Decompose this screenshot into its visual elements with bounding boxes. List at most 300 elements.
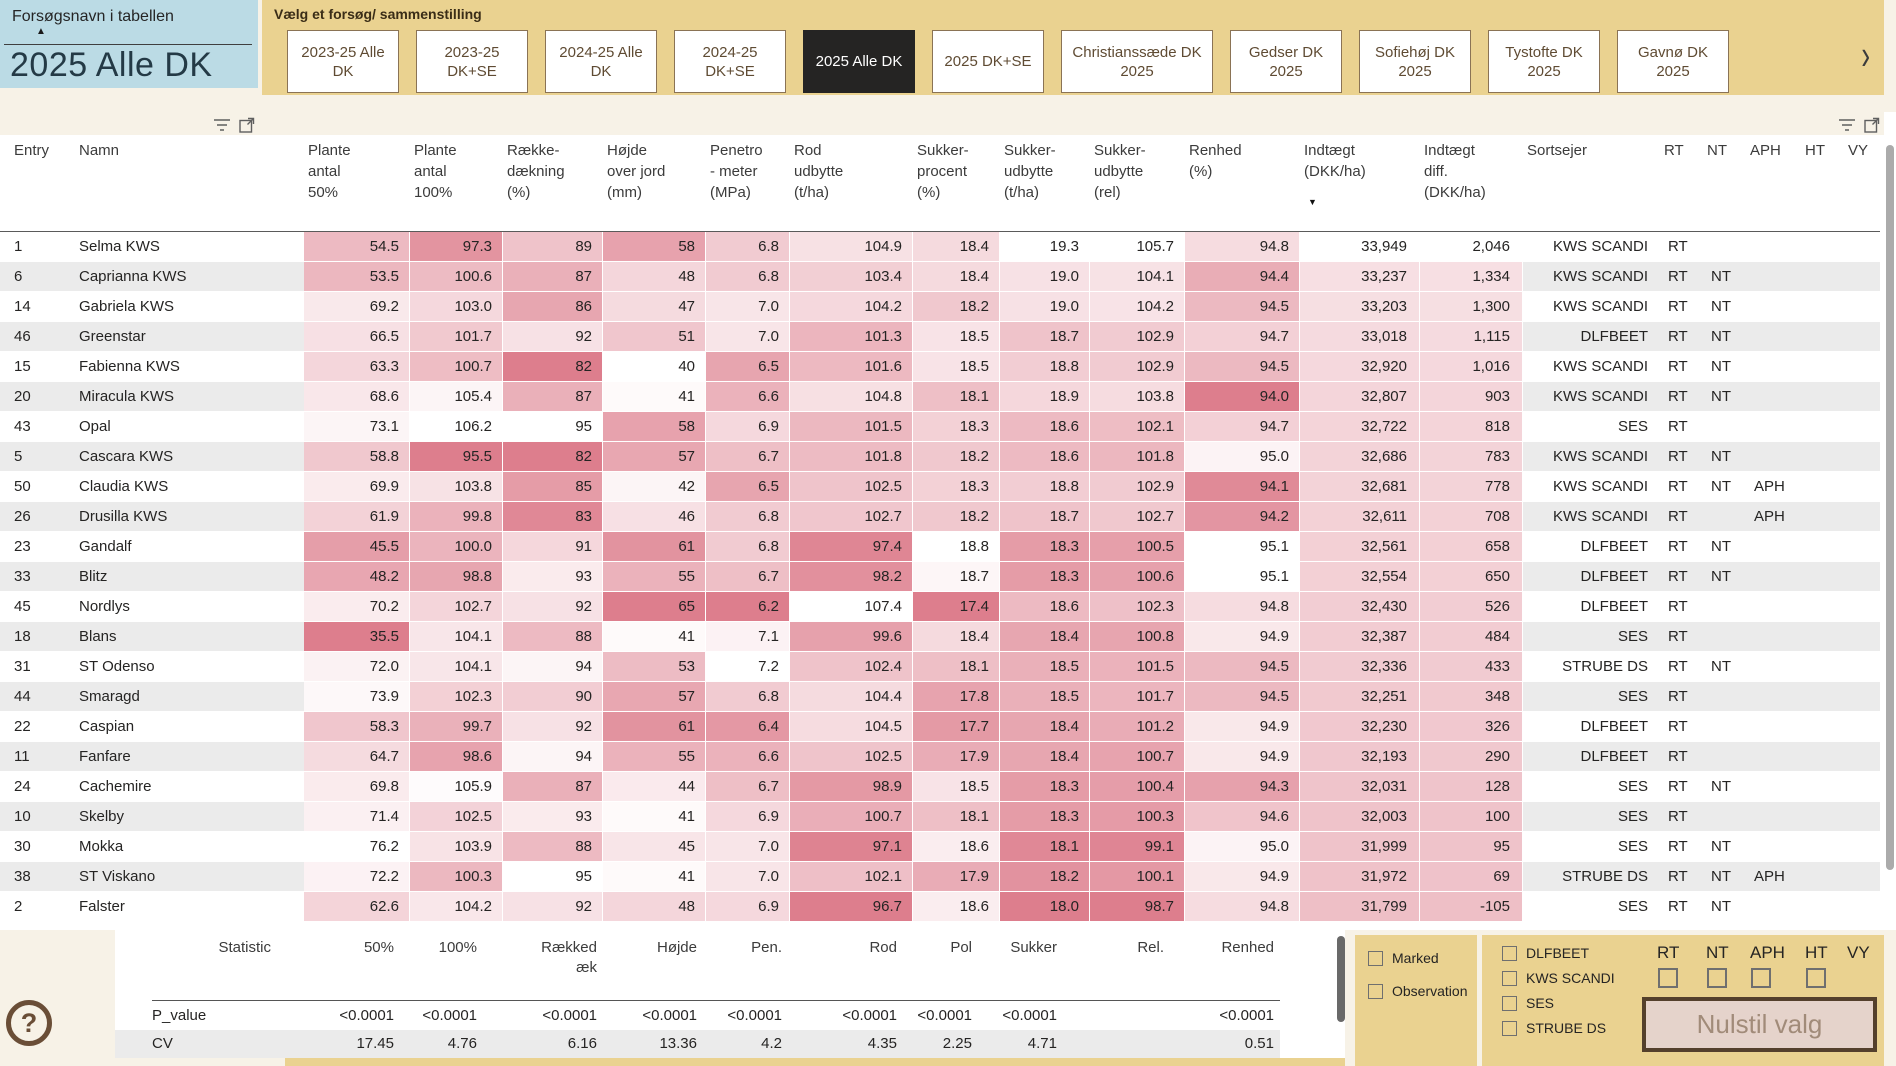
table-scrollbar-thumb[interactable]: [1886, 145, 1894, 870]
cell-sukker_rel: 99.1: [1090, 832, 1185, 862]
cell-rod: 107.4: [790, 592, 913, 622]
cell-plante100: 102.3: [410, 682, 503, 712]
cell-aph: [1746, 352, 1801, 382]
cell-renhed: 94.5: [1185, 292, 1300, 322]
cell-diff: 100: [1420, 802, 1523, 832]
cell-vy: [1844, 862, 1880, 892]
cell-namn: Miracula KWS: [78, 382, 304, 412]
trait-checkbox-NT[interactable]: [1707, 968, 1727, 988]
cell-namn: Claudia KWS: [78, 472, 304, 502]
cell-diff: 484: [1420, 622, 1523, 652]
trial-button-3[interactable]: 2024-25 DK+SE: [674, 30, 786, 93]
cell-entry: 6: [0, 262, 78, 292]
cell-sukker_tha: 18.0: [1000, 892, 1090, 922]
trait-label-NT: NT: [1706, 943, 1729, 962]
cell-aph: [1746, 292, 1801, 322]
cell-hojde: 65: [603, 592, 706, 622]
cell-ht: [1801, 892, 1844, 922]
table-row[interactable]: [0, 442, 1880, 472]
cell-indtaegt: 33,949: [1300, 232, 1420, 262]
cell-pen: 6.6: [706, 382, 790, 412]
cell-aph: APH: [1746, 502, 1801, 532]
cell-sukkerpct: 18.3: [913, 472, 1000, 502]
trial-button-4[interactable]: 2025 Alle DK: [803, 30, 915, 93]
trait-checkbox-RT[interactable]: [1658, 968, 1678, 988]
cell-pen: 6.5: [706, 352, 790, 382]
cell-sukker_tha: 18.6: [1000, 442, 1090, 472]
cell-sukkerpct: 17.7: [913, 712, 1000, 742]
cell-aph: [1746, 622, 1801, 652]
cell-vy: [1844, 502, 1880, 532]
cell-rt: RT: [1660, 412, 1703, 442]
cell-indtaegt: 32,193: [1300, 742, 1420, 772]
table-row[interactable]: [0, 502, 1880, 532]
trial-button-0[interactable]: 2023-25 Alle DK: [287, 30, 399, 93]
column-header-sukker_rel[interactable]: Sukker- udbytte (rel): [1094, 142, 1146, 201]
column-header-namn[interactable]: Namn: [79, 142, 120, 159]
cell-aph: [1746, 562, 1801, 592]
column-header-ht[interactable]: HT: [1805, 142, 1825, 159]
owner-checkbox-ses[interactable]: [1502, 995, 1554, 1011]
trial-button-10[interactable]: Gavnø DK 2025: [1617, 30, 1729, 93]
cell-sukkerpct: 18.2: [913, 292, 1000, 322]
focus-mode-icon[interactable]: [239, 117, 255, 133]
cell-hojde: 53: [603, 652, 706, 682]
cell-sukker_rel: 104.1: [1090, 262, 1185, 292]
cell-pen: 6.8: [706, 262, 790, 292]
cell-nt: NT: [1703, 442, 1746, 472]
stat-value: 6.16: [567, 1035, 597, 1052]
collapse-triangle-icon[interactable]: ▲: [36, 26, 46, 37]
cell-pen: 7.0: [706, 862, 790, 892]
cell-diff: -105: [1420, 892, 1523, 922]
column-header-plante50[interactable]: Plante antal 50%: [308, 142, 351, 201]
cell-renhed: 94.8: [1185, 892, 1300, 922]
cell-ht: [1801, 352, 1844, 382]
cell-plante50: 69.9: [304, 472, 410, 502]
column-header-sortsejer[interactable]: Sortsejer: [1527, 142, 1588, 159]
cell-nt: [1703, 502, 1746, 532]
checkbox-label: DLFBEET: [1526, 945, 1590, 961]
trial-button-5[interactable]: 2025 DK+SE: [932, 30, 1044, 93]
filter-panel-divider: [1477, 935, 1482, 1066]
column-header-rt[interactable]: RT: [1664, 142, 1684, 159]
cell-diff: 326: [1420, 712, 1523, 742]
owner-checkbox-strube-ds[interactable]: [1502, 1020, 1606, 1036]
trial-button-8[interactable]: Sofiehøj DK 2025: [1359, 30, 1471, 93]
cell-pen: 6.2: [706, 592, 790, 622]
cell-vy: [1844, 292, 1880, 322]
table-row[interactable]: [0, 742, 1880, 772]
stat-value: 4.71: [1027, 1035, 1057, 1052]
owner-checkbox-dlfbeet[interactable]: [1502, 945, 1589, 961]
cell-plante100: 105.9: [410, 772, 503, 802]
table-row[interactable]: [0, 352, 1880, 382]
cell-ht: [1801, 652, 1844, 682]
cell-aph: [1746, 802, 1801, 832]
cell-aph: [1746, 682, 1801, 712]
cell-raekke: 92: [503, 322, 603, 352]
cell-aph: [1746, 442, 1801, 472]
cell-sortsejer: SES: [1523, 832, 1660, 862]
cell-raekke: 82: [503, 442, 603, 472]
cell-diff: 650: [1420, 562, 1523, 592]
checkbox-icon: [1502, 971, 1517, 986]
cell-entry: 43: [0, 412, 78, 442]
cell-pen: 6.9: [706, 802, 790, 832]
cell-namn: Cascara KWS: [78, 442, 304, 472]
cell-rt: RT: [1660, 352, 1703, 382]
column-header-rod[interactable]: Rod udbytte (t/ha): [794, 142, 844, 201]
cell-indtaegt: 32,807: [1300, 382, 1420, 412]
cell-hojde: 47: [603, 292, 706, 322]
cell-sukker_rel: 102.3: [1090, 592, 1185, 622]
cell-sukker_tha: 18.1: [1000, 832, 1090, 862]
cell-rod: 104.8: [790, 382, 913, 412]
trial-button-1[interactable]: 2023-25 DK+SE: [416, 30, 528, 93]
cell-sortsejer: DLFBEET: [1523, 562, 1660, 592]
column-header-nt[interactable]: NT: [1707, 142, 1727, 159]
cell-pen: 6.8: [706, 232, 790, 262]
mark-checkbox-observation[interactable]: [1368, 983, 1467, 999]
cell-sukker_tha: 18.3: [1000, 802, 1090, 832]
trial-button-2[interactable]: 2024-25 Alle DK: [545, 30, 657, 93]
stat-value: [1063, 1002, 1170, 1030]
cell-hojde: 55: [603, 742, 706, 772]
cell-aph: [1746, 322, 1801, 352]
cell-sukkerpct: 17.9: [913, 742, 1000, 772]
cell-nt: NT: [1703, 652, 1746, 682]
cell-sukkerpct: 18.1: [913, 802, 1000, 832]
cell-raekke: 82: [503, 352, 603, 382]
cell-rt: RT: [1660, 382, 1703, 412]
cell-renhed: 94.7: [1185, 322, 1300, 352]
cell-raekke: 86: [503, 292, 603, 322]
table-row[interactable]: [0, 772, 1880, 802]
cell-plante50: 71.4: [304, 802, 410, 832]
stat-value: 13.36: [659, 1035, 697, 1052]
cell-hojde: 41: [603, 862, 706, 892]
cell-renhed: 95.1: [1185, 532, 1300, 562]
cell-raekke: 93: [503, 562, 603, 592]
table-visual-header: [1838, 117, 1880, 133]
table-row[interactable]: [0, 622, 1880, 652]
stat-value: [1063, 1030, 1170, 1058]
cell-sukkerpct: 18.1: [913, 382, 1000, 412]
cell-plante100: 98.8: [410, 562, 503, 592]
table-row[interactable]: [0, 412, 1880, 442]
cell-plante50: 54.5: [304, 232, 410, 262]
cell-plante50: 72.0: [304, 652, 410, 682]
focus-mode-icon[interactable]: [1864, 117, 1880, 133]
checkbox-label: STRUBE DS: [1526, 1020, 1607, 1036]
column-header-sukkerpct[interactable]: Sukker- procent (%): [917, 142, 969, 201]
cell-namn: Mokka: [78, 832, 304, 862]
cell-sukkerpct: 18.6: [913, 892, 1000, 922]
cell-plante100: 98.6: [410, 742, 503, 772]
cell-entry: 5: [0, 442, 78, 472]
stat-header-Renhed: Renhed: [1221, 939, 1274, 956]
cell-plante100: 95.5: [410, 442, 503, 472]
table-row[interactable]: [0, 292, 1880, 322]
cell-hojde: 58: [603, 232, 706, 262]
cell-renhed: 94.7: [1185, 412, 1300, 442]
cell-hojde: 55: [603, 562, 706, 592]
cell-vy: [1844, 892, 1880, 922]
cell-indtaegt: 32,031: [1300, 772, 1420, 802]
cell-namn: Selma KWS: [78, 232, 304, 262]
stat-header-Rel.: Rel.: [1137, 939, 1164, 956]
table-row[interactable]: [0, 652, 1880, 682]
cell-sukkerpct: 18.1: [913, 652, 1000, 682]
cell-sukker_tha: 18.7: [1000, 322, 1090, 352]
cell-plante50: 69.8: [304, 772, 410, 802]
cell-renhed: 94.1: [1185, 472, 1300, 502]
cell-diff: 778: [1420, 472, 1523, 502]
cell-plante50: 58.8: [304, 442, 410, 472]
cell-ht: [1801, 442, 1844, 472]
cell-entry: 20: [0, 382, 78, 412]
cell-aph: [1746, 232, 1801, 262]
cell-entry: 26: [0, 502, 78, 532]
cell-sukker_rel: 100.3: [1090, 802, 1185, 832]
stat-header-Pol: Pol: [950, 939, 972, 956]
cell-diff: 658: [1420, 532, 1523, 562]
column-header-sukker_tha[interactable]: Sukker- udbytte (t/ha): [1004, 142, 1056, 201]
cell-hojde: 44: [603, 772, 706, 802]
cell-namn: ST Odenso: [78, 652, 304, 682]
cell-diff: 526: [1420, 592, 1523, 622]
trial-selector-panel: [262, 0, 1884, 95]
cell-ht: [1801, 802, 1844, 832]
table-row[interactable]: [0, 232, 1880, 262]
cell-namn: Fabienna KWS: [78, 352, 304, 382]
reset-selection-button[interactable]: Nulstil valg: [1642, 997, 1877, 1052]
cell-rod: 104.5: [790, 712, 913, 742]
stat-header-Højde: Højde: [656, 939, 697, 956]
cell-renhed: 95.1: [1185, 562, 1300, 592]
cell-vy: [1844, 352, 1880, 382]
cell-renhed: 95.0: [1185, 442, 1300, 472]
table-row[interactable]: [0, 682, 1880, 712]
results-table: [0, 135, 1884, 930]
cell-namn: Gandalf: [78, 532, 304, 562]
cell-vy: [1844, 232, 1880, 262]
chevron-right-icon[interactable]: ›: [1861, 30, 1870, 79]
cell-plante100: 105.4: [410, 382, 503, 412]
cell-aph: APH: [1746, 862, 1801, 892]
cell-ht: [1801, 532, 1844, 562]
filter-icon[interactable]: [1838, 118, 1856, 132]
cell-renhed: 94.9: [1185, 862, 1300, 892]
cell-sukker_rel: 104.2: [1090, 292, 1185, 322]
cell-sukker_tha: 18.2: [1000, 862, 1090, 892]
cell-rod: 103.4: [790, 262, 913, 292]
cell-pen: 6.9: [706, 892, 790, 922]
cell-plante50: 64.7: [304, 742, 410, 772]
cell-ht: [1801, 502, 1844, 532]
table-row[interactable]: [0, 892, 1880, 922]
checkbox-icon: [1502, 996, 1517, 1011]
cell-plante50: 45.5: [304, 532, 410, 562]
cell-ht: [1801, 322, 1844, 352]
cell-sukker_rel: 102.9: [1090, 472, 1185, 502]
column-header-renhed[interactable]: Renhed (%): [1189, 142, 1242, 180]
cell-diff: 2,046: [1420, 232, 1523, 262]
cell-hojde: 61: [603, 532, 706, 562]
column-header-aph[interactable]: APH: [1750, 142, 1781, 159]
cell-namn: Cachemire: [78, 772, 304, 802]
column-header-plante100[interactable]: Plante antal 100%: [414, 142, 457, 201]
cell-plante50: 70.2: [304, 592, 410, 622]
cell-sukker_rel: 102.9: [1090, 322, 1185, 352]
cell-nt: NT: [1703, 322, 1746, 352]
table-row[interactable]: [0, 802, 1880, 832]
slicer-divider: [4, 44, 252, 45]
cell-sortsejer: SES: [1523, 412, 1660, 442]
cell-nt: NT: [1703, 862, 1746, 892]
cell-hojde: 58: [603, 412, 706, 442]
cell-sukkerpct: 18.2: [913, 502, 1000, 532]
cell-nt: [1703, 622, 1746, 652]
cell-diff: 128: [1420, 772, 1523, 802]
cell-sukker_tha: 18.5: [1000, 652, 1090, 682]
table-scrollbar-track[interactable]: [1884, 112, 1896, 930]
cell-rod: 102.1: [790, 862, 913, 892]
cell-raekke: 95: [503, 862, 603, 892]
cell-entry: 44: [0, 682, 78, 712]
column-header-pen[interactable]: Penetro - meter (MPa): [710, 142, 763, 201]
cell-renhed: 94.5: [1185, 352, 1300, 382]
stat-value: <0.0001: [339, 1007, 394, 1024]
cell-entry: 15: [0, 352, 78, 382]
column-header-raekke[interactable]: Række- dækning (%): [507, 142, 565, 201]
cell-sukker_rel: 100.7: [1090, 742, 1185, 772]
cell-namn: Falster: [78, 892, 304, 922]
cell-pen: 7.0: [706, 832, 790, 862]
table-row[interactable]: [0, 532, 1880, 562]
owner-checkbox-kws-scandi[interactable]: [1502, 970, 1615, 986]
cell-namn: Skelby: [78, 802, 304, 832]
cell-plante100: 104.1: [410, 622, 503, 652]
cell-indtaegt: 32,430: [1300, 592, 1420, 622]
cell-entry: 50: [0, 472, 78, 502]
cell-hojde: 57: [603, 682, 706, 712]
cell-entry: 22: [0, 712, 78, 742]
stat-header-Rækkedæk: Rækkedæk: [541, 939, 597, 976]
cell-sukker_rel: 101.5: [1090, 652, 1185, 682]
cell-sukkerpct: 17.9: [913, 862, 1000, 892]
cell-rod: 100.7: [790, 802, 913, 832]
trial-button-7[interactable]: Gedser DK 2025: [1230, 30, 1342, 93]
cell-rt: RT: [1660, 262, 1703, 292]
cell-vy: [1844, 442, 1880, 472]
cell-hojde: 48: [603, 262, 706, 292]
column-header-vy[interactable]: VY: [1848, 142, 1869, 159]
cell-nt: NT: [1703, 532, 1746, 562]
table-row[interactable]: [0, 322, 1880, 352]
trait-checkbox-HT[interactable]: [1806, 968, 1826, 988]
trial-button-6[interactable]: Christianssæde DK 2025: [1061, 30, 1213, 93]
table-row[interactable]: [0, 472, 1880, 502]
cell-raekke: 90: [503, 682, 603, 712]
cell-indtaegt: 32,611: [1300, 502, 1420, 532]
statistics-header-row: [115, 938, 1280, 978]
table-row[interactable]: [0, 862, 1880, 892]
checkbox-label: SES: [1526, 995, 1555, 1011]
trial-button-9[interactable]: Tystofte DK 2025: [1488, 30, 1600, 93]
cell-indtaegt: 32,336: [1300, 652, 1420, 682]
cell-rt: RT: [1660, 592, 1703, 622]
cell-sukker_rel: 105.7: [1090, 232, 1185, 262]
cell-plante100: 102.5: [410, 802, 503, 832]
stat-row-P_value: [115, 1002, 1280, 1030]
cell-indtaegt: 32,251: [1300, 682, 1420, 712]
cell-plante100: 104.1: [410, 652, 503, 682]
column-header-entry[interactable]: Entry: [14, 142, 50, 159]
trait-checkbox-APH[interactable]: [1751, 968, 1771, 988]
cell-sukker_tha: 18.8: [1000, 352, 1090, 382]
cell-pen: 7.1: [706, 622, 790, 652]
cell-raekke: 87: [503, 772, 603, 802]
table-row[interactable]: [0, 262, 1880, 292]
column-header-indtaegt[interactable]: Indtægt (DKK/ha) ▼: [1300, 135, 1420, 231]
table-row[interactable]: [0, 712, 1880, 742]
column-header-hojde[interactable]: Højde over jord (mm): [607, 142, 666, 201]
help-icon[interactable]: ?: [6, 1000, 52, 1046]
cell-renhed: 94.9: [1185, 712, 1300, 742]
trial-name-slicer: [0, 0, 258, 88]
cell-raekke: 91: [503, 532, 603, 562]
table-row[interactable]: [0, 592, 1880, 622]
cell-pen: 6.4: [706, 712, 790, 742]
statistics-scrollbar-thumb[interactable]: [1337, 936, 1345, 1022]
cell-entry: 45: [0, 592, 78, 622]
stat-label: CV: [152, 1035, 173, 1052]
cell-raekke: 87: [503, 382, 603, 412]
checkbox-label: Observation: [1392, 983, 1468, 999]
cell-entry: 2: [0, 892, 78, 922]
cell-indtaegt: 32,554: [1300, 562, 1420, 592]
table-row[interactable]: [0, 382, 1880, 412]
cell-renhed: 94.2: [1185, 502, 1300, 532]
cell-vy: [1844, 322, 1880, 352]
cell-sukkerpct: 18.5: [913, 772, 1000, 802]
trait-label-APH: APH: [1750, 943, 1785, 962]
column-header-diff[interactable]: Indtægt diff. (DKK/ha): [1424, 142, 1486, 201]
stat-header-100%: 100%: [438, 939, 477, 956]
table-row[interactable]: [0, 562, 1880, 592]
cell-entry: 30: [0, 832, 78, 862]
cell-nt: [1703, 412, 1746, 442]
cell-indtaegt: 32,681: [1300, 472, 1420, 502]
cell-ht: [1801, 262, 1844, 292]
filter-icon[interactable]: [213, 118, 231, 132]
cell-rt: RT: [1660, 622, 1703, 652]
table-row[interactable]: [0, 832, 1880, 862]
cell-pen: 6.5: [706, 472, 790, 502]
cell-rod: 104.9: [790, 232, 913, 262]
mark-checkbox-marked[interactable]: [1368, 950, 1439, 966]
cell-sortsejer: KWS SCANDI: [1523, 262, 1660, 292]
cell-indtaegt: 33,018: [1300, 322, 1420, 352]
cell-hojde: 42: [603, 472, 706, 502]
trait-label-VY: VY: [1847, 943, 1870, 962]
statistics-divider: [152, 1000, 1280, 1001]
cell-entry: 23: [0, 532, 78, 562]
cell-raekke: 92: [503, 892, 603, 922]
cell-ht: [1801, 742, 1844, 772]
